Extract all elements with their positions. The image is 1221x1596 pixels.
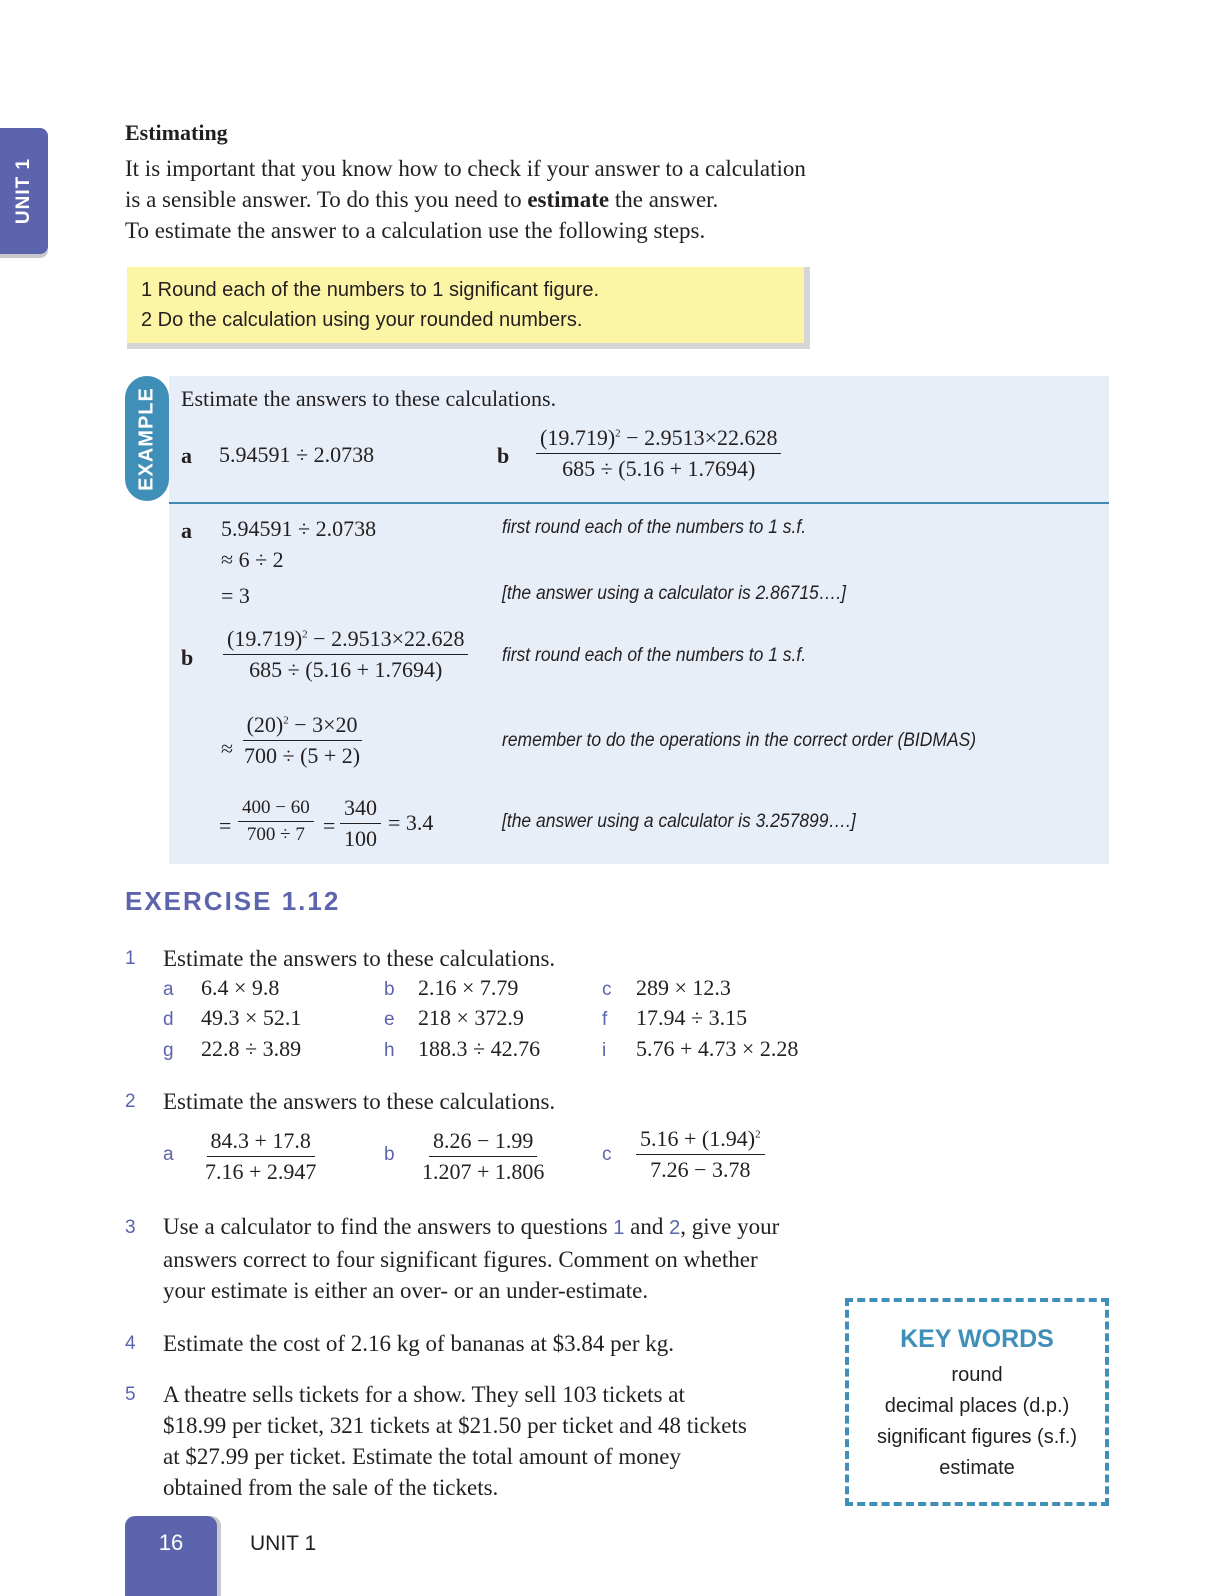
- question-2-part-label: b: [384, 1144, 395, 1165]
- key-words-title: KEY WORDS: [900, 1325, 1054, 1353]
- solution-b-result-fraction: $\frac{340}{100}$: [340, 795, 381, 852]
- question-1-number: 1: [125, 948, 136, 969]
- unit-side-tab-label: UNIT 1: [13, 157, 34, 225]
- question-1-part-label: g: [163, 1040, 174, 1061]
- unit-side-tab: [0, 128, 48, 254]
- solution-a-line-2: ≈ 6 ÷ 2: [221, 547, 284, 572]
- footer-unit-label: UNIT 1: [250, 1532, 317, 1555]
- solution-b-step-fraction: $\frac{400 - 60}{700 \div 7}$: [238, 797, 314, 846]
- solution-b-fraction: $\frac{(19.719)^2 - 2.9513\times 22.628}{685 \div (5.16 + 1.7694)}$: [223, 626, 468, 683]
- question-5-number: 5: [125, 1384, 136, 1405]
- solution-a-label: a: [181, 518, 192, 543]
- question-1-part: 17.94 ÷ 3.15: [636, 1005, 748, 1030]
- question-2-part-b-fraction: $\frac{8.26 - 1.99}{1.207 + 1.806}$: [422, 1128, 545, 1184]
- step-2: 2 Do the calculation using your rounded numbers.: [141, 309, 583, 331]
- question-2-number: 2: [125, 1091, 136, 1112]
- question-4-text: Estimate the cost of 2.16 kg of bananas at $3.84 per kg.: [163, 1331, 674, 1356]
- question-1-part: 49.3 × 52.1: [201, 1005, 302, 1030]
- question-3-number: 3: [125, 1217, 136, 1238]
- example-tab-label: EXAMPLE: [135, 386, 158, 491]
- equals-sign-2: =: [323, 813, 336, 838]
- page-number: 16: [158, 1530, 184, 1555]
- question-3-text: Use a calculator to find the answers to questions 1 and 2, give your answers correct to four significant figures. Comment on whether your estimate is either an over- or an under-estimate.: [163, 1214, 780, 1303]
- question-1-part-label: c: [602, 979, 612, 1000]
- intro-line-2: is a sensible answer. To do this you need to estimate the answer.: [125, 187, 719, 212]
- example-a-label: a: [181, 443, 192, 468]
- question-2-text: Estimate the answers to these calculations.: [163, 1089, 556, 1114]
- question-1-part: 5.76 + 4.73 × 2.28: [636, 1036, 799, 1061]
- approx-sign: ≈: [221, 736, 234, 761]
- example-b-label: b: [497, 443, 510, 468]
- question-5-text: A theatre sells tickets for a show. They sell 103 tickets at $18.99 per ticket, 321 tickets at $21.50 per ticket and 48 tickets at $27.99 per ticket. Estimate the total amount of money obtained from the sale of the tickets.: [163, 1382, 747, 1500]
- question-1-part-label: d: [163, 1009, 174, 1030]
- solution-b-note-2: remember to do the operations in the correct order (BIDMAS): [502, 730, 977, 751]
- question-1-part: 2.16 × 7.79: [418, 975, 519, 1000]
- question-1-part-label: h: [384, 1040, 395, 1061]
- question-1-part-label: e: [384, 1009, 395, 1030]
- solution-a-note-2: [the answer using a calculator is 2.86715….]: [502, 583, 846, 604]
- intro-line-1: It is important that you know how to check if your answer to a calculation: [125, 156, 806, 181]
- solution-a-note-1: first round each of the numbers to 1 s.f.: [502, 517, 807, 538]
- example-a-expression: 5.94591 ÷ 2.0738: [219, 442, 375, 467]
- step-1: 1 Round each of the numbers to 1 significant figure.: [141, 279, 600, 301]
- question-1-part-label: i: [602, 1040, 607, 1061]
- solution-b-rounded-fraction: $\frac{(20)^2 - 3\times 20}{700 \div (5 + 2)}$: [244, 712, 361, 768]
- question-2-part-a-fraction: $\frac{84.3 + 17.8}{7.16 + 2.947}$: [205, 1128, 317, 1184]
- steps-box: [127, 267, 810, 349]
- solution-b-result: = 3.4: [388, 810, 434, 835]
- solution-b-note-3: [the answer using a calculator is 3.257899….]: [502, 811, 856, 832]
- equals-sign-1: =: [219, 813, 232, 838]
- solution-a-line-1: 5.94591 ÷ 2.0738: [221, 516, 377, 541]
- exercise-title: EXERCISE 1.12: [125, 886, 341, 916]
- example-b-fraction: $\frac{(19.719)^2 - 2.9513\times 22.628}{685 \div (5.16 + 1.7694)}$: [536, 425, 781, 482]
- question-2-part-label: a: [163, 1144, 174, 1165]
- example-prompt: Estimate the answers to these calculations.: [181, 386, 557, 411]
- example-divider: [169, 502, 1109, 504]
- intro-paragraph: [125, 153, 925, 246]
- key-word: decimal places (d.p.): [884, 1395, 1070, 1417]
- key-word: significant figures (s.f.): [876, 1426, 1078, 1448]
- question-ref-2: 2: [669, 1217, 681, 1239]
- key-term-estimate: estimate: [527, 187, 610, 212]
- question-1-part-label: f: [602, 1009, 608, 1030]
- question-2-part-c-fraction: $\frac{5.16 + (1.94)^2}{7.26 - 3.78}$: [636, 1126, 765, 1183]
- section-heading: Estimating: [125, 120, 228, 145]
- intro-line-3: To estimate the answer to a calculation use the following steps.: [125, 218, 706, 243]
- solution-b-note-1: first round each of the numbers to 1 s.f.: [502, 645, 807, 666]
- question-4-number: 4: [125, 1333, 136, 1354]
- question-1-part: 188.3 ÷ 42.76: [418, 1036, 541, 1061]
- question-2-part-label: c: [602, 1144, 612, 1165]
- key-word: estimate: [939, 1457, 1015, 1479]
- question-1-part: 289 × 12.3: [636, 975, 731, 1000]
- solution-a-line-3: = 3: [221, 583, 250, 608]
- question-1-part: 6.4 × 9.8: [201, 975, 280, 1000]
- question-1-part-label: a: [163, 979, 174, 1000]
- question-1-text: Estimate the answers to these calculations.: [163, 946, 556, 971]
- example-tab: [125, 376, 169, 501]
- question-ref-1: 1: [613, 1217, 625, 1239]
- question-1-part-label: b: [384, 979, 395, 1000]
- key-word: round: [951, 1364, 1003, 1386]
- question-1-part: 218 × 372.9: [418, 1005, 524, 1030]
- page-number-tab: [125, 1516, 217, 1596]
- solution-b-label: b: [181, 645, 194, 670]
- question-1-part: 22.8 ÷ 3.89: [201, 1036, 302, 1061]
